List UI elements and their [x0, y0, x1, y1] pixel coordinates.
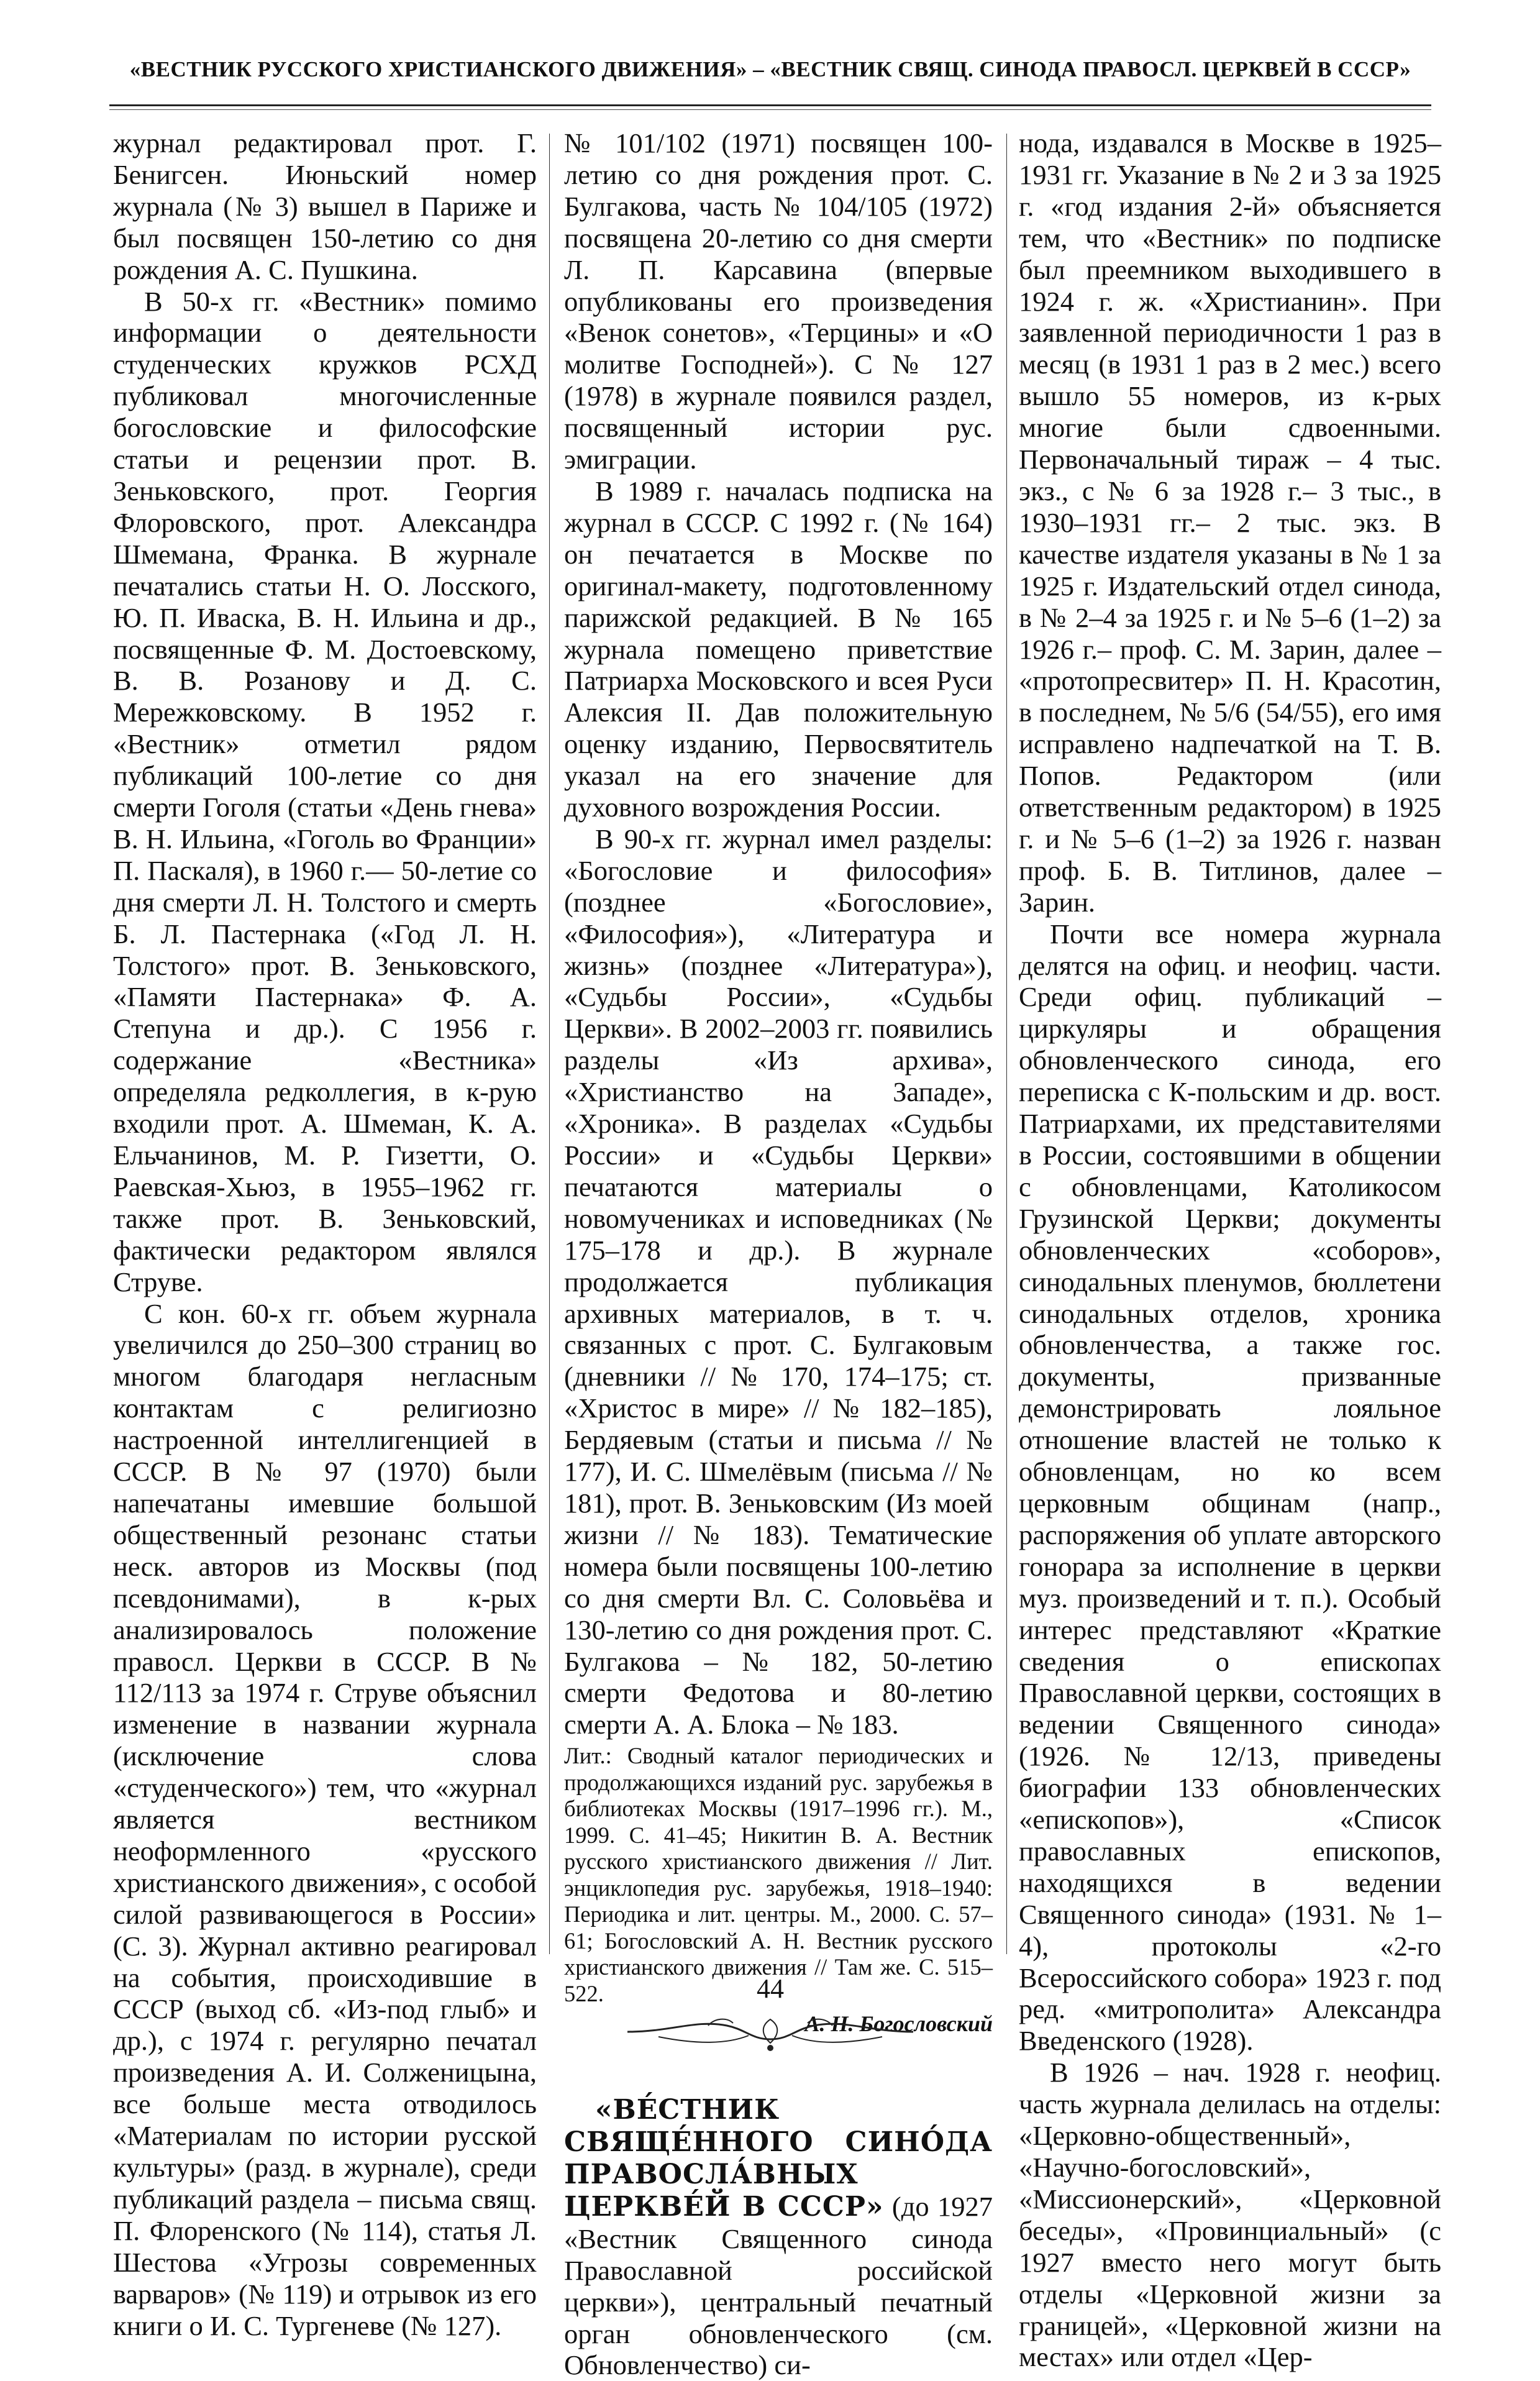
entry-body: (до 1927 «Вестник Священного синода Православной российской церкви»), центральный печатный орган обновленческого (см. Обновленчество) си- [564, 2190, 993, 2381]
col1-paragraph-2: В 50-х гг. «Вестник» помимо информации о деятельности студенческих кружков РСХД публиковал многочисленные богословские и философские статьи и рецензии прот. В. Зеньковского, прот. Георгия Флоровского, прот. Александра Шмемана, Франка. В журнале печатались статьи Н. О. Лосского, Ю. П. Иваска, В. Н. Ильина и др., посвященные Ф. М. Достоевскому, В. В. Розанову и Д. С. Мережковскому. В 1952 г. «Вестник» отметил рядом публикаций 100-летие со дня смерти Гоголя (статьи «День гнева» В. Н. Ильина, «Гоголь во Франции» П. Паскаля), в 1960 г.— 50-летие со дня смерти Л. Н. Толстого и смерть Б. Л. Пастернака («Год Л. Н. Толстого» прот. В. Зеньковского, «Памяти Пастернака» Ф. А. Степуна и др.). С 1956 г. содержание «Вестника» определяла редколлегия, в к-рую входили прот. А. Шмеман, К. А. Ельчанинов, М. Р. Гизетти, О. Раевская-Хьюз, в 1955–1962 гг. также прот. В. Зеньковский, фактически редактором являлся Струве. [113, 285, 537, 1297]
new-entry [564, 2094, 993, 2381]
column-divider-2 [1006, 134, 1007, 1954]
page-number: 44 [757, 1973, 784, 2004]
literature-text: Лит.: Сводный каталог периодических и продолжающихся изданий рус. зарубежья в библиотеках Москвы (1917–1996 гг.). М., 1999. С. 41–45; Никитин В. А. Вестник русского христианского движения // Лит. энциклопедия рус. зарубежья, 1918–1940: Периодика и лит. центры. М., 2000. С. 57–61; Богословский А. Н. Вестник русского христианского движения // Там же. С. 515–522. [564, 1743, 993, 2006]
col2-paragraph-1: № 101/102 (1971) посвящен 100-летию со дня рождения прот. С. Булгакова, часть № 104/105 (1972) посвящена 20-летию со дня смерти Л. П. Карсавина (впервые опубликованы его произведения «Венок сонетов», «Терцины» и «О молитве Господней»). С № 127 (1978) в журнале появился раздел, посвященный истории рус. эмиграции. [564, 127, 993, 475]
column-2 [564, 127, 993, 2381]
col3-paragraph-3: В 1926 – нач. 1928 г. неофиц. часть журнала делилась на отделы: «Церковно-общественный», «Научно-богословский», «Миссионерский», «Церковной беседы», «Провинциальный» (с 1927 вместо него могут быть отделы «Церковной жизни за границей», «Церковной жизни на местах» или отдел «Цер- [1019, 2057, 1441, 2373]
col2-paragraph-2: В 1989 г. началась подписка на журнал в СССР. С 1992 г. (№ 164) он печатается в Москве по оригинал-макету, подготовленному парижской редакцией. В № 165 журнала помещено приветствие Патриарха Московского и всея Руси Алексия II. Дав положительную оценку изданию, Первосвятитель указал на его значение для духовного возрождения России. [564, 475, 993, 823]
literature-block [564, 1743, 993, 2007]
column-divider-1 [549, 134, 550, 1954]
running-header [106, 57, 1435, 82]
col1-paragraph-1: журнал редактировал прот. Г. Бенигсен. Июньский номер журнала (№ 3) вышел в Париже и был посвящен 150-летию со дня рождения А. С. Пушкина. [113, 127, 537, 285]
header-rule [109, 104, 1431, 106]
entry-title: «ВЕ́СТНИК СВЯЩЕ́ННОГО СИНО́ДА ПРАВОСЛА́ВНЫХ ЦЕРКВЕ́Й В СССР» [564, 2094, 993, 2223]
author-signature: А. Н. Богословский [804, 2011, 993, 2037]
col3-paragraph-2: Почти все номера журнала делятся на офиц. и неофиц. части. Среди офиц. публикаций – циркуляры и обращения обновленческого синода, его переписка с К-польским и др. вост. Патриархами, их представителями в России, состоявшими в общении с обновленцами, Католикосом Грузинской Церкви; документы обновленческих «соборов», синодальных пленумов, бюллетени синодальных отделов, хроника обновленчества, а также гос. документы, призванные демонстрировать лояльное отношение властей не только к обновленцам, но ко всем церковным общинам (напр., распоряжения об уплате авторского гонорара за исполнение в церкви муз. произведений и т. п.). Особый интерес представляют «Краткие сведения о епископах Православной церкви, состоящих в ведении Священного синода» (1926. № 12/13, приведены биографии 133 обновленческих «епископов»), «Список православных епископов, находящихся в ведении Священного синода» (1931. № 1–4), протоколы «2-го Всероссийского собора» 1923 г. под ред. «митрополита» Александра Введенского (1928). [1019, 918, 1441, 2057]
column-3 [1019, 127, 1441, 2373]
column-1 [113, 127, 537, 2341]
header-rule-thin [109, 109, 1431, 110]
col3-paragraph-1: нода, издавался в Москве в 1925–1931 гг. Указание в № 2 и 3 за 1925 г. «год издания 2-й» объясняется тем, что «Вестник» по подписке был преемником выходившего в 1924 г. ж. «Христианин». При заявленной периодичности 1 раз в месяц (в 1931 1 раз в 2 мес.) всего вышло 55 номеров, из к-рых многие были сдвоенными. Первоначальный тираж – 4 тыс. экз., с № 6 за 1928 г.– 3 тыс., в 1930–1931 гг.– 2 тыс. экз. В качестве издателя указаны в № 1 за 1925 г. Издательский отдел синода, в № 2–4 за 1925 г. и № 5–6 (1–2) за 1926 г.– проф. С. М. Зарин, далее – «протопресвитер» П. Н. Красотин, в последнем, № 5/6 (54/55), его имя исправлено надпечаткой на Т. В. Попов. Редактором (или ответственным редактором) в 1925 г. и № 5–6 (1–2) за 1926 г. назван проф. Б. В. Титлинов, далее – Зарин. [1019, 127, 1441, 918]
col2-paragraph-3: В 90-х гг. журнал имел разделы: «Богословие и философия» (позднее «Богословие», «Философия»), «Литература и жизнь» (позднее «Литература»), «Судьбы России», «Судьбы Церкви». В 2002–2003 гг. появились разделы «Из архива», «Христианство на Западе», «Хроника». В разделах «Судьбы России» и «Судьбы Церкви» печатаются материалы о новомучениках и исповедниках (№ 175–178 и др.). В журнале продолжается публикация архивных материалов, в т. ч. связанных с прот. С. Булгаковым (дневники // № 170, 174–175; ст. «Христос в мире» // № 182–185), Бердяевым (статьи и письма // № 177), И. С. Шмелёвым (письма // № 181), прот. В. Зеньковским (Из моей жизни // № 183). Тематические номера были посвящены 100-летию со дня смерти Вл. С. Соловьёва и 130-летию со дня рождения прот. С. Булгакова – № 182, 50-летию смерти Федотова и 80-летию смерти А. А. Блока – № 183. [564, 823, 993, 1740]
col1-paragraph-3: С кон. 60-х гг. объем журнала увеличился до 250–300 страниц во многом благодаря негласным контактам с религиозно настроенной интеллигенцией в СССР. В № 97 (1970) были напечатаны имевшие большой общественный резонанс статьи неск. авторов из Москвы (под псевдонимами), в к-рых анализировалось положение правосл. Церкви в СССР. В № 112/113 за 1974 г. Струве объяснил изменение в названии журнала (исключение слова «студенческого») тем, что «журнал является вестником неоформленного «русского христианского движения», с особой силой развивающегося в России» (С. 3). Журнал активно реагировал на события, происходившие в СССР (выход сб. «Из-под глыб» и др.), с 1974 г. регулярно печатал произведения А. И. Солженицына, все больше места отводилось «Материалам по истории русской культуры» (разд. в журнале), среди публикаций раздела – письма свящ. П. Флоренского (№ 114), статья Л. Шестова «Угрозы современных варваров» (№ 119) и отрывок из его книги о И. С. Тургеневе (№ 127). [113, 1297, 537, 2341]
running-title: «ВЕСТНИК РУССКОГО ХРИСТИАНСКОГО ДВИЖЕНИЯ» – «ВЕСТНИК СВЯЩ. СИНОДА ПРАВОСЛ. ЦЕРКВЕЙ В СССР» [129, 57, 1411, 81]
footer-ornament-icon [621, 2007, 919, 2057]
